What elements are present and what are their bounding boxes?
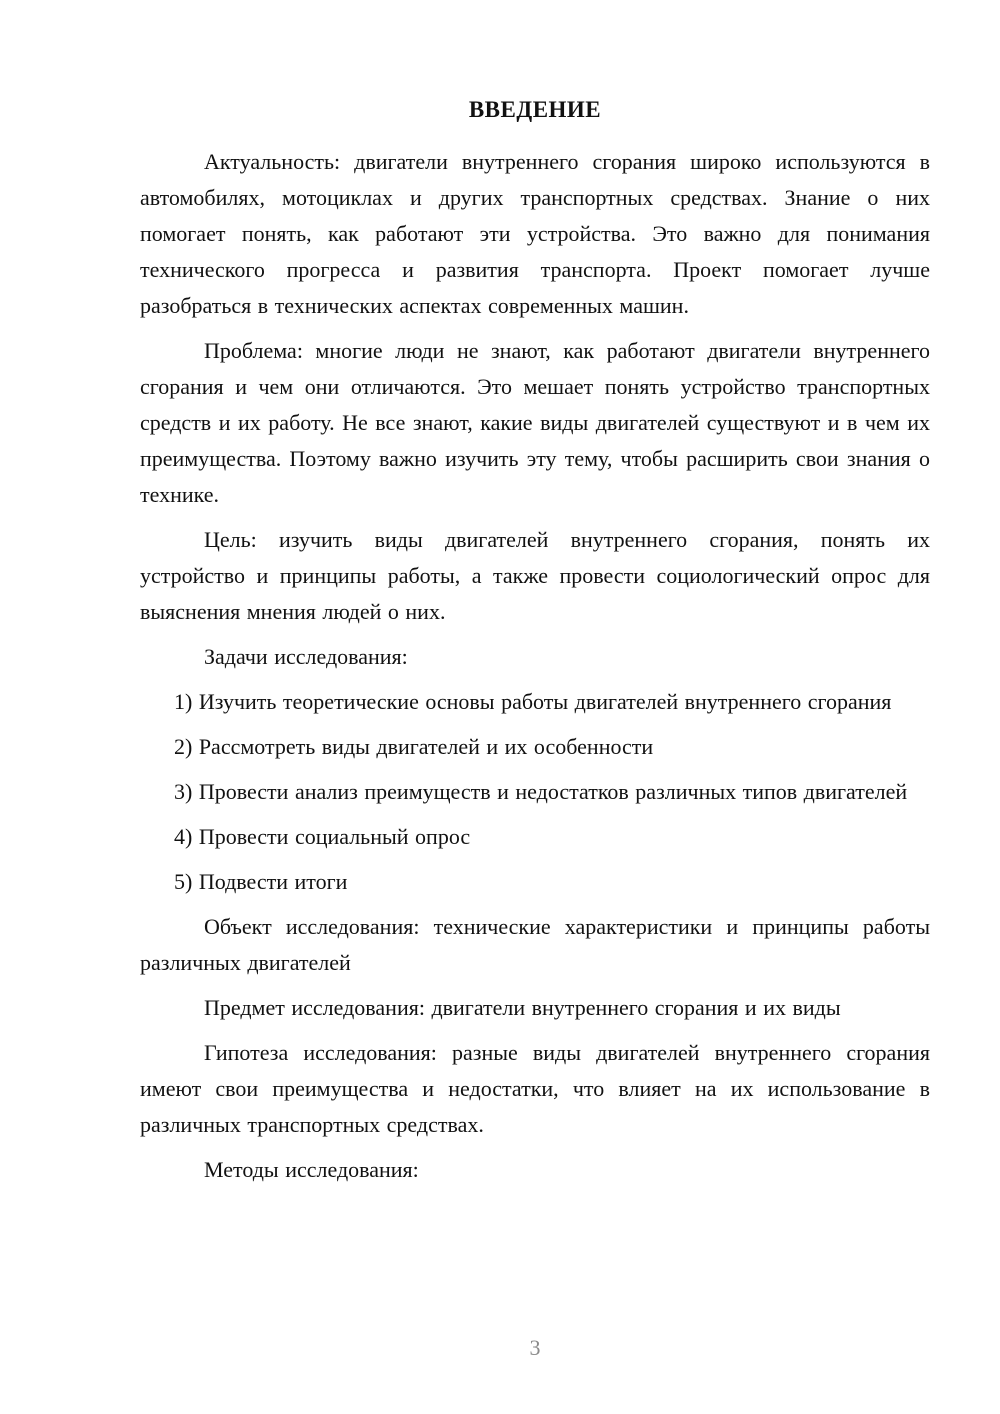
list-item-4: 4) Провести социальный опрос xyxy=(174,824,471,849)
paragraph-aktualnost: Актуальность: двигатели внутреннего сгорания широко используются в автомобилях, мотоциклах и других транспортных средствах. Знание о них помогает понять, как работают эти устройства. Это важно для понимания технического прогресса и развития транспорта. Проект помогает лучше разобраться в технических аспектах современных машин. xyxy=(140,149,930,318)
page-title: ВВЕДЕНИЕ xyxy=(468,97,602,122)
paragraph-zadachi-heading: Задачи исследования: xyxy=(204,644,408,669)
paragraph-metody-heading: Методы исследования: xyxy=(204,1157,419,1182)
paragraph-tsel: Цель: изучить виды двигателей внутреннего сгорания, понять их устройство и принципы работы, а также провести социологический опрос для выяснения мнения людей о них. xyxy=(140,527,930,624)
paragraph-gipoteza: Гипотеза исследования: разные виды двигателей внутреннего сгорания имеют свои преимущества и недостатки, что влияет на их использование в различных транспортных средствах. xyxy=(140,1040,930,1137)
list-item-5: 5) Подвести итоги xyxy=(174,869,348,894)
paragraph-obyekt: Объект исследования: технические характеристики и принципы работы различных двигателей xyxy=(140,914,930,975)
list-item-1: 1) Изучить теоретические основы работы двигателей внутреннего сгорания xyxy=(174,689,892,714)
list-item-2: 2) Рассмотреть виды двигателей и их особенности xyxy=(174,734,654,759)
paragraph-problema: Проблема: многие люди не знают, как работают двигатели внутреннего сгорания и чем они отличаются. Это мешает понять устройство транспортных средств и их работу. Не все знают, какие виды двигателей существуют и в чем их преимущества. Поэтому важно изучить эту тему, чтобы расширить свои знания о технике. xyxy=(140,338,930,507)
paragraph-predmet: Предмет исследования: двигатели внутреннего сгорания и их виды xyxy=(204,995,841,1020)
list-item-3: 3) Провести анализ преимуществ и недостатков различных типов двигателей xyxy=(174,779,908,804)
page-number: 3 xyxy=(529,1335,541,1360)
